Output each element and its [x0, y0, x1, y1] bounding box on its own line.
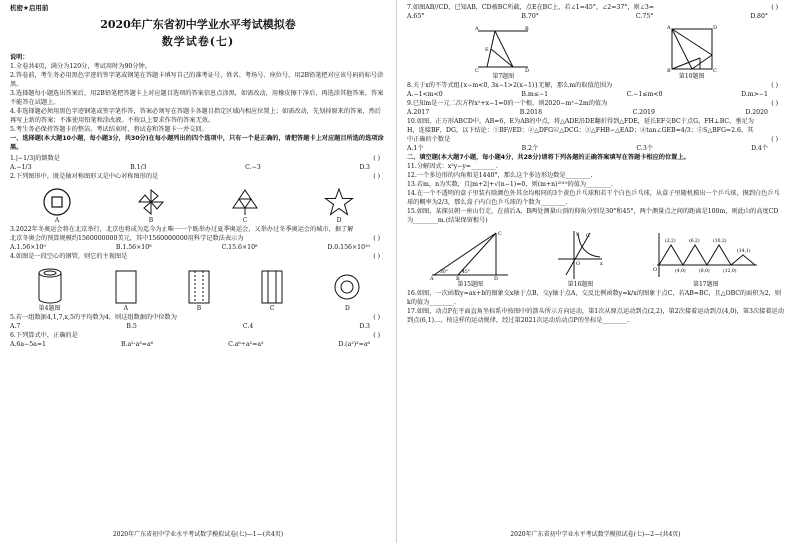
figure-label: D: [336, 217, 342, 225]
option-a: A.2017: [407, 108, 430, 116]
svg-text:C: C: [712, 68, 717, 74]
svg-text:B: B: [666, 68, 671, 74]
option-d: D.3: [359, 323, 370, 330]
figure-caption: 第4题图: [38, 305, 61, 313]
option-b: B.1/3: [130, 164, 147, 172]
section-1-heading: 一、选择题(本大题10小题，每小题3分，共30分)在每小题列出的四个选项中，只有一个是正确的，请把答题卡上对应题目所选的选项涂黑。: [10, 135, 384, 152]
option-d: D.0.156×10¹⁰: [327, 244, 370, 252]
question-7: [407, 4, 784, 13]
question-10-options: [407, 145, 784, 154]
question-1-text: 1.|−1/3|的倒数是: [10, 155, 60, 163]
answer-paren: ( ): [771, 4, 778, 11]
question-3: [10, 226, 386, 244]
option-a: A.−1<m<0: [407, 90, 443, 98]
figures-7-10: [407, 22, 784, 82]
svg-text:B: B: [525, 26, 529, 33]
notes-label: 说明：: [10, 54, 29, 62]
figure-caption: 第16题图: [567, 281, 594, 289]
svg-text:A: A: [666, 25, 671, 32]
question-17: 17.如图，动点P在平面直角坐标系中按图中的箭头所示方向运动，第1次从原点运动到点(2,2)，第2次接着运动到点(4,0)，第3次接着运动到点(6,1)…，按这样的运动规律，经过第2021次运动后动点P的坐标是________.: [407, 307, 784, 324]
svg-text:30°: 30°: [440, 270, 449, 276]
option-b: B.a²·a³=a⁶: [120, 340, 154, 348]
coin-icon: [40, 187, 74, 217]
option-b: B.2018: [519, 108, 543, 116]
question-12: 12.一个多边形的内角和是1440°，那么这个多边形边数是________.: [407, 171, 593, 179]
figure-caption: 第7题图: [492, 73, 515, 81]
answer-paren: ( ): [373, 314, 380, 322]
option-a: A.7: [10, 323, 21, 330]
page-footer: 2020年广东省初中学业水平考试数学模拟试卷(七)—1—(共4页): [112, 531, 284, 539]
mountain-angle-figure: [430, 229, 510, 281]
option-d: D.3: [359, 164, 370, 172]
option-d: D.2020: [745, 108, 768, 116]
figure-label: D: [344, 305, 350, 313]
svg-text:O: O: [652, 267, 657, 274]
question-8-options: [407, 91, 784, 100]
svg-text:B: B: [456, 276, 460, 282]
question-9-text: 9.已知m是一元二次方程x²+x−1=0的一个根，则2020−m²−2m的值为: [407, 99, 608, 107]
point-label: (8,0): [698, 269, 710, 275]
question-14: 14.在一个不透明的盒子里装有除颜色外其余均相同的3个黄色乒乓球和若干个白色乒乓球，从盒子里随机摸出一个乒乓球，摸到白色乒乓球的概率为2/3，那么盒子内白色乒乓球的个数为________.: [407, 189, 780, 206]
parallel-lines-figure: [473, 25, 533, 73]
question-1-options: [10, 164, 386, 173]
option-c: C.15.6×10⁸: [221, 244, 258, 252]
option-b: B.m≤−1: [521, 90, 549, 98]
svg-text:C: C: [498, 231, 502, 238]
exam-subtitle: 数学试卷(七): [161, 35, 235, 49]
rect-view-icon: [114, 269, 138, 305]
figure-q10: [666, 25, 718, 82]
option-c: C.75°: [635, 12, 654, 20]
question-10: [407, 118, 784, 145]
view-option-b: [187, 269, 211, 314]
answer-paren: ( ): [771, 135, 778, 143]
figure-label: C: [242, 217, 248, 225]
svg-text:D: D: [494, 276, 499, 282]
option-b: B.2个: [521, 144, 539, 152]
figure-q17: [651, 229, 761, 290]
question-5: [10, 314, 386, 323]
svg-text:D: D: [712, 25, 717, 32]
exam-title: 2020年广东省初中学业水平考试模拟卷: [100, 18, 296, 32]
figure-label: B: [196, 305, 202, 313]
question-9: [407, 100, 784, 109]
option-c: C.−3: [245, 164, 261, 172]
point-label: (12,0): [722, 269, 737, 275]
svg-text:A: A: [475, 26, 479, 33]
question-6-options: [10, 341, 386, 350]
answer-paren: ( ): [771, 81, 778, 89]
answer-paren: ( ): [771, 99, 778, 107]
pipe-icon: [35, 267, 65, 305]
point-label: (10,2): [712, 239, 727, 245]
question-8-text: 8.关于x的不等式组{x−m<0, 3x−1>2(x−1)}无解，那么m的取值范围为: [407, 81, 613, 89]
svg-text:C: C: [586, 233, 591, 240]
svg-text:45°: 45°: [462, 270, 471, 276]
question-6: [10, 332, 386, 341]
figure-option-c: [228, 187, 262, 226]
figure-caption: 第15题图: [457, 281, 483, 289]
note-2: 2.答卷前，考生务必用黑色字迹的签字笔或钢笔在答题卡填写自己的准考证号、姓名、考场号、座位号，用2B铅笔把对应该号码的标号涂黑。: [10, 72, 384, 89]
figure-q7: [473, 25, 533, 82]
question-2-text: 2.下列图形中，既是轴对称图形又是中心对称图形的是: [10, 173, 159, 181]
question-13: 13.若m，n为实数，且|m+2|+√(n−1)=0，则(m+n)²⁰¹⁹的值为________.: [407, 180, 613, 188]
note-3: 3.选择题每小题选出答案后，用2B铅笔把答题卡上对应题目选项的答案信息点涂黑，如需改动，用橡皮擦干净后，再选涂其他答案，答案不能答在试题上。: [10, 90, 384, 107]
view-option-a: [114, 269, 138, 314]
option-c: C.−1≤m<0: [626, 90, 663, 98]
figure-option-a: [40, 187, 74, 226]
question-8: [407, 82, 784, 91]
answer-paren: ( ): [373, 173, 380, 181]
figure-option-b: [134, 187, 168, 226]
rect-dashed-view-icon: [187, 269, 211, 305]
figure-label: A: [54, 217, 60, 225]
svg-text:O: O: [576, 261, 581, 268]
option-a: A.−1/3: [10, 164, 32, 172]
figure-q16: [556, 229, 604, 290]
svg-text:x: x: [600, 261, 604, 268]
section-2-heading: 二、填空题(本大题7小题，每小题4分，共28分)请将下列各题的正确答案填写在答题卡相应的位置上。: [407, 153, 690, 161]
ring-view-icon: [333, 269, 361, 305]
answer-paren: ( ): [373, 253, 380, 261]
option-d: D.80°: [750, 12, 768, 20]
tri-shape-icon: [228, 187, 262, 217]
option-b: B.70°: [521, 12, 539, 20]
question-16: 16.如图，一次函数y=ax+b的图象交x轴于点B，交y轴于点A，交反比例函数y=k/x的图象于点C，若AB=BC，且△OBC的面积为2，则k的值为________.: [407, 289, 782, 306]
note-1: 1.全卷共4页，满分为120分，考试用时为90分钟。: [10, 63, 151, 71]
question-2: [10, 173, 386, 182]
question-6-text: 6.下列算式中，正确的是: [10, 331, 78, 339]
option-c: C.4: [242, 323, 254, 330]
svg-text:A: A: [430, 276, 434, 282]
answer-paren: ( ): [373, 235, 380, 243]
figure-option-d: [322, 187, 356, 226]
answer-paren: ( ): [373, 331, 380, 339]
square-fold-figure: [666, 25, 718, 73]
page-footer: 2020年广东省初中学业水平考试数学模拟试卷(七)—2—(共4页): [510, 531, 681, 539]
option-a: A.1个: [407, 144, 424, 152]
function-graph-figure: [556, 229, 604, 281]
question-7-text: 7.如图AB//CD，已知AB，CD被BC所截，点E在BC上，若∠1=45°，∠2=37°，则∠3=: [407, 4, 655, 11]
secret-tag: 机密★启用前: [10, 4, 49, 12]
pinwheel-icon: [134, 187, 168, 217]
option-c: C.a⁶÷a²=a³: [228, 340, 264, 348]
question-3-options: [10, 244, 386, 253]
point-label: (6,2): [688, 239, 700, 245]
view-option-c: [260, 269, 284, 314]
figure-label: C: [269, 305, 275, 313]
figure-label: A: [123, 305, 128, 313]
question-4-text: 4.如图是一段空心的钢管，则它的主视图是: [10, 253, 128, 261]
point-label: (14,1): [736, 249, 751, 255]
option-c: C.3个: [636, 144, 654, 152]
figure-q15: [430, 229, 510, 290]
question-4-figures: [10, 262, 386, 314]
star-icon: [322, 187, 356, 217]
steel-pipe-figure: [35, 267, 65, 314]
question-7-options: [407, 13, 784, 22]
answer-paren: ( ): [373, 155, 380, 163]
view-option-d: [333, 269, 361, 314]
zigzag-path-figure: [651, 229, 761, 281]
figure-caption: 第10题图: [678, 73, 705, 81]
svg-text:y: y: [576, 231, 580, 238]
svg-text:D: D: [525, 68, 530, 74]
svg-text:E: E: [485, 47, 489, 54]
question-11: 11.分解因式：x²y−y=________.: [407, 162, 498, 170]
note-4: 4.非选择题必须用黑色字迹钢笔或签字笔作答，答案必须写在答题卡各题目指定区域内相应位置上；如需改动，先划掉原来的答案，然后再写上新的答案；不准使用铅笔和涂改液。不按以上要求作答的答案无效。: [10, 108, 381, 125]
option-c: C.2019: [632, 108, 655, 116]
option-a: A.65°: [407, 12, 425, 20]
option-b: B.1.56×10⁸: [115, 244, 152, 252]
page-right: [397, 0, 794, 543]
figure-label: B: [148, 217, 154, 225]
note-5: 5.考生务必保持答题卡的整洁。考试结束时，将试卷和答题卡一并交回。: [10, 126, 208, 134]
question-1: [10, 155, 386, 164]
question-5-options: [10, 323, 386, 332]
option-a: A.6a−5a=1: [10, 340, 46, 348]
figures-15-17: [407, 226, 784, 290]
question-10-text: 10.如图，正方形ABCD中，AB=6，E为AB的中点，将△ADE沿DE翻折得到△FDE，延长EF交BC于点G，FH⊥BC，垂足为H，连接BF，DG，以下结论：①BF//ED；②△DFG≌△DCG；③△FHB∽△EAD；④tan∠GEB=4/3；⑤S△BFG=2.6，其中正确的个数是: [407, 117, 754, 143]
question-3-text: 3.2022年冬奥运会将在北京举行，北京也将成为迄今为止唯一一个既举办过夏季奥运会，又举办过冬季奥运会的城市，据了解北京冬奥会的预算规模约1560000000美元，其中1560000000用科学记数法表示为: [10, 226, 354, 243]
option-a: A.1.56×10⁹: [10, 244, 46, 252]
point-label: (2,2): [664, 239, 676, 245]
point-label: (4,0): [674, 269, 686, 275]
figure-caption: 第17题图: [692, 281, 719, 289]
question-5-text: 5.若一组数据4,1,7,x,5的平均数为4，则这组数据的中位数为: [10, 314, 177, 322]
question-9-options: [407, 109, 784, 118]
svg-text:C: C: [475, 68, 480, 74]
option-b: B.5: [126, 323, 137, 330]
option-d: D.m>−1: [741, 90, 768, 98]
question-2-figures: [10, 182, 386, 226]
question-4: [10, 253, 386, 262]
question-15: 15.如图，某探员朝一座山行走，在前后A、B两处测量山顶的仰角分别是30°和45°，两个测量点之间的距离是100m，则此山的高度CD为________m.(结果保留根号): [407, 207, 779, 224]
rect-solid-lines-view-icon: [260, 269, 284, 305]
option-d: D.(a²)³=a⁶: [338, 340, 370, 348]
option-d: D.4个: [751, 144, 768, 152]
